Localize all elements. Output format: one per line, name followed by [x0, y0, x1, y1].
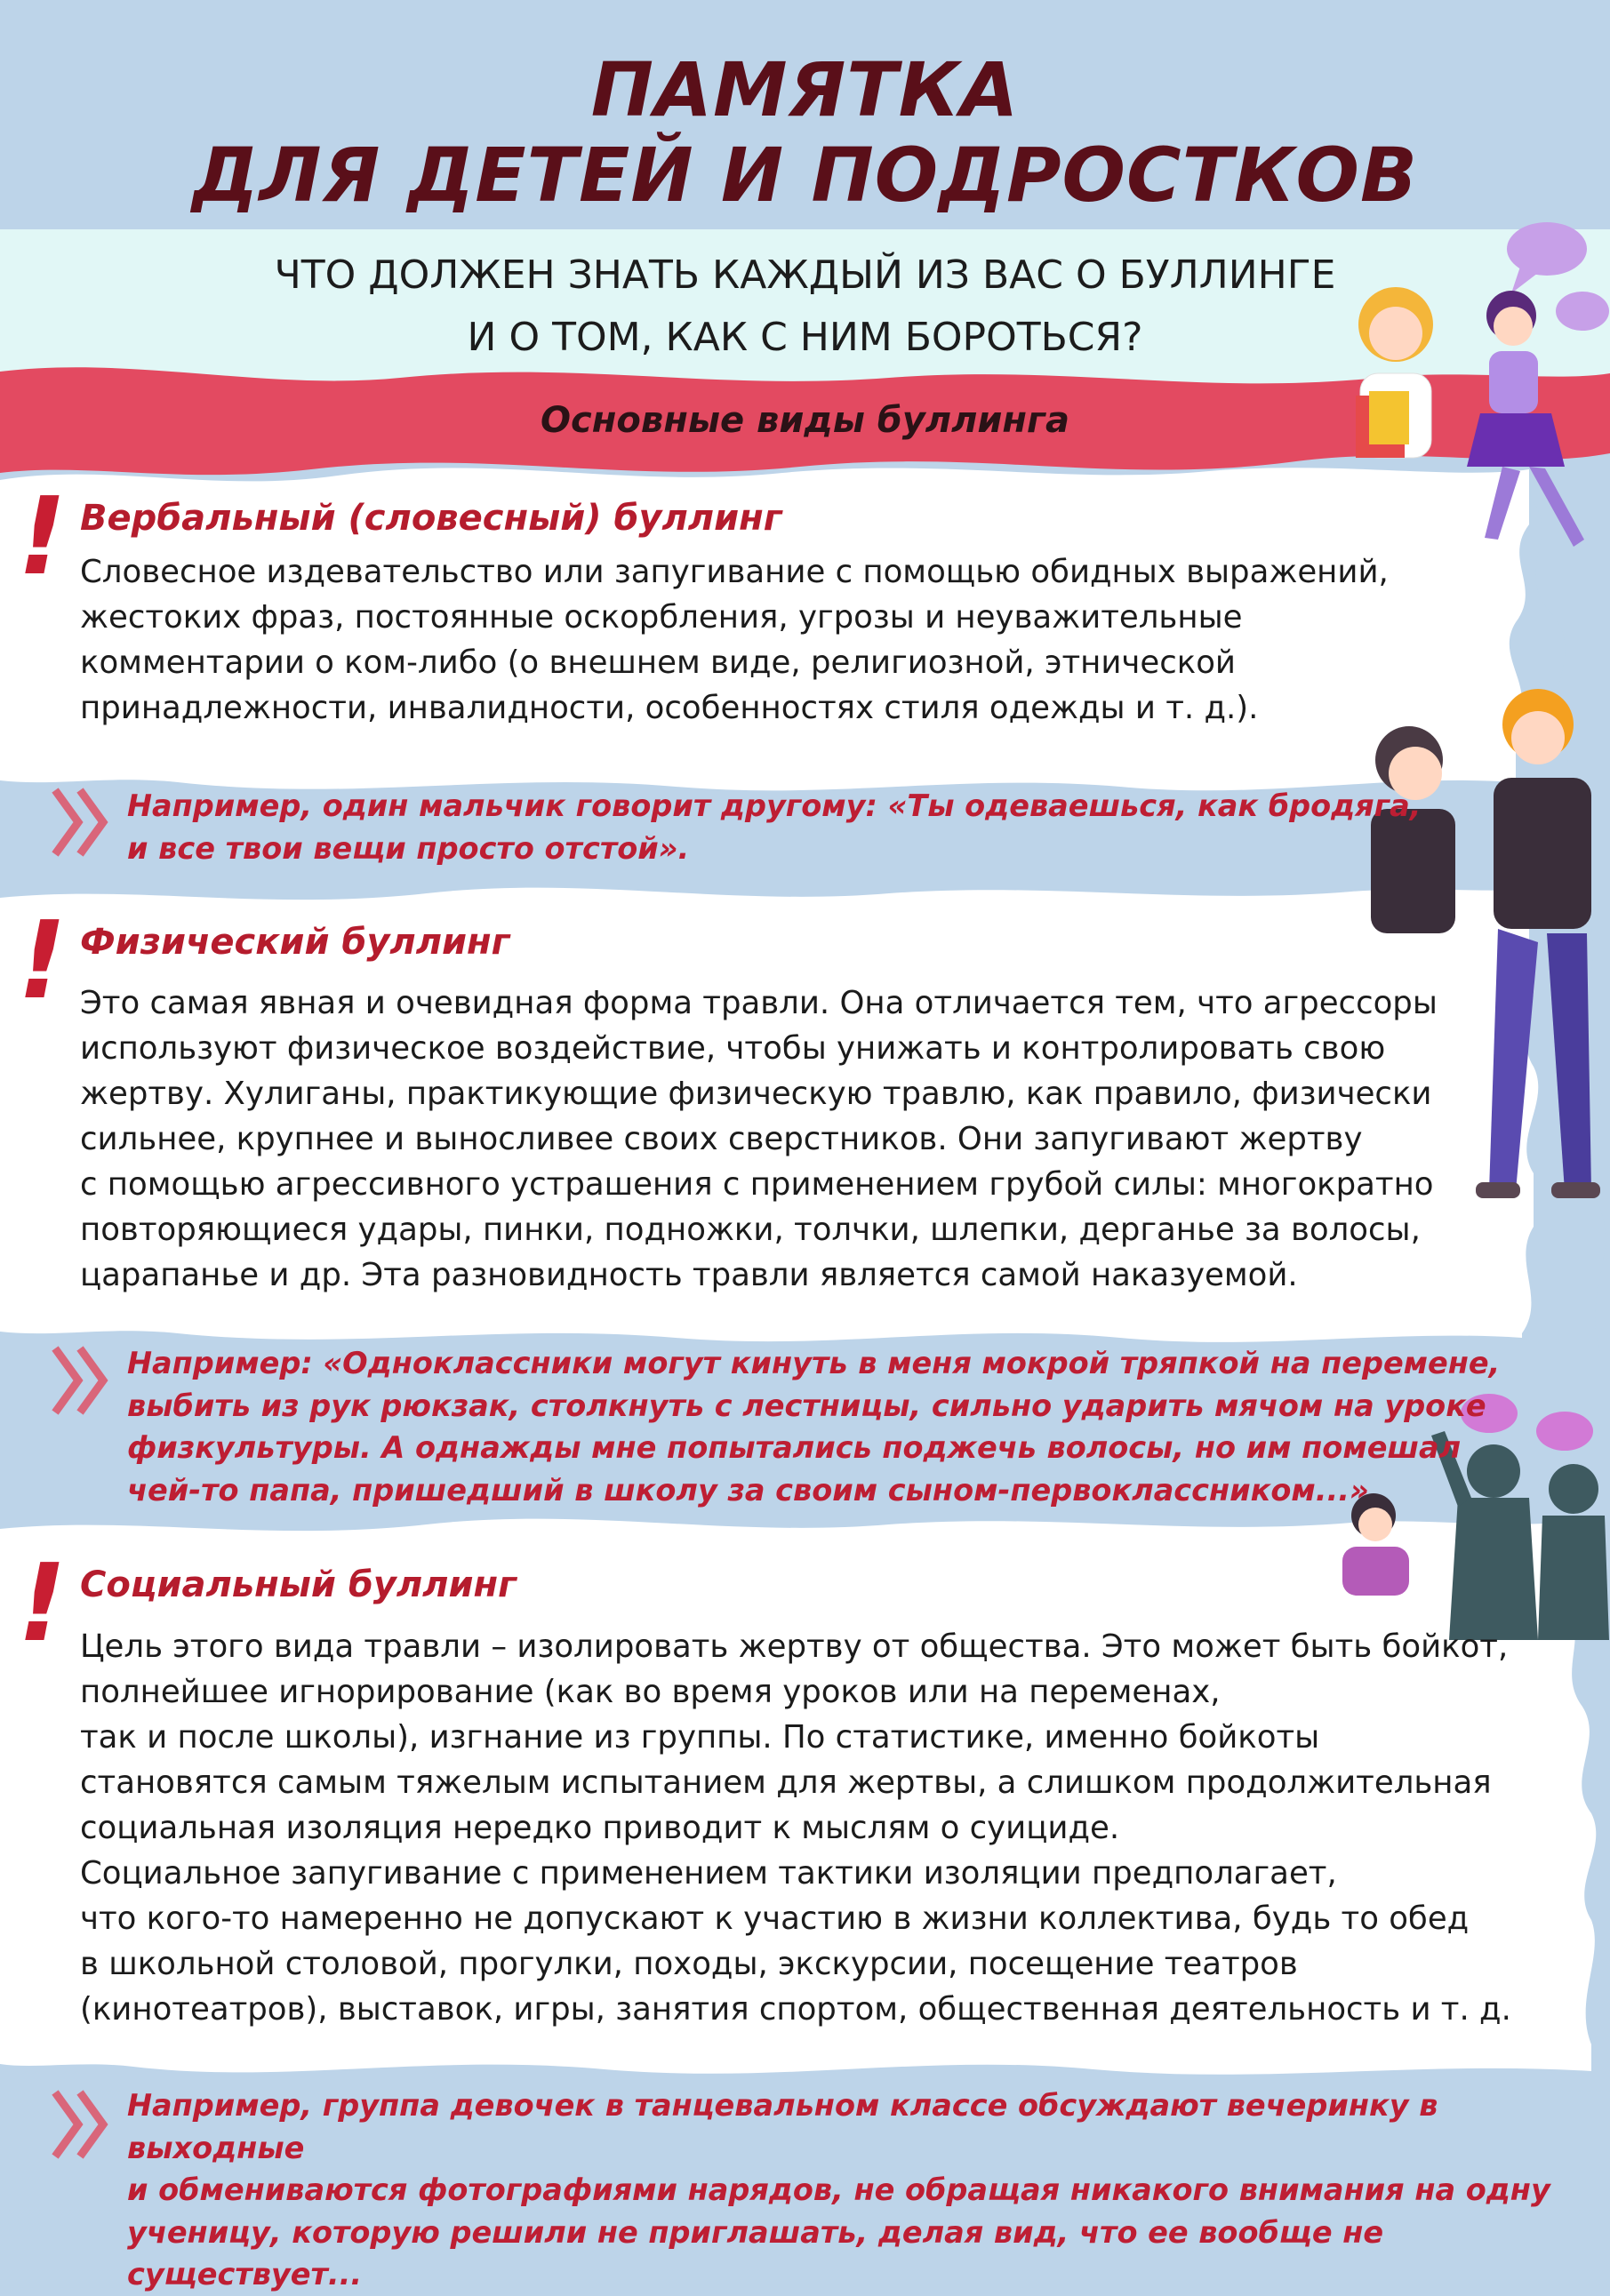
section-body-physical: Это самая явная и очевидная форма травли. Она отличается тем, что агрессоры используют физическое воздействие, чтобы унижать и контролировать свою жертву. Хулиганы, практикующие физическую травлю, как правило, физически сильнее, крупнее и выносливее своих сверстников. Они запугивают жертву с помощью агрессивного устрашения с применением грубой силы: многократно повторяющиеся удары, пинки, подножки, толчки, шлепки, дерганье за волосы, царапанье и др. Эта разновидность травли является самой наказуемой. — [80, 985, 1438, 1293]
double-chevron-icon — [52, 787, 116, 858]
girls-illustration — [1307, 209, 1609, 582]
section-heading-social: Социальный буллинг — [80, 1564, 517, 1605]
subtitle-line2: И О ТОМ, КАК С НИМ БОРОТЬСЯ? — [467, 315, 1143, 360]
page-title-line1: ПАМЯТКА — [590, 46, 1020, 133]
section-body-social: Цель этого вида травли – изолировать жертву от общества. Это может быть бойкот, полнейшее игнорирование (как во время уроков или на переменах, так и после школы), изгнание из группы. По статистике, именно бойкоты становятся самым тяжелым испытанием для жертвы, а слишком продолжительная социальная изоляция нередко приводит к мыслям о суициде. Социальное запугивание с применением тактики изоляции предполагает, что кого-то намеренно не допускают к участию в жизни коллектива, будь то обед в школьной столовой, прогулки, походы, экскурсии, посещение театров (кинотеатров), выставок, игры, занятия спортом, общественная деятельность и т. д. — [80, 1628, 1511, 2028]
double-chevron-icon — [52, 1345, 116, 1416]
subtitle-line1: ЧТО ДОЛЖЕН ЗНАТЬ КАЖДЫЙ ИЗ ВАС О БУЛЛИНГЕ — [274, 252, 1336, 298]
page-title-line2: ДЛЯ ДЕТЕЙ И ПОДРОСТКОВ — [191, 132, 1418, 219]
section-heading-physical: Физический буллинг — [80, 922, 510, 963]
section-body-verbal: Словесное издевательство или запугивание с помощью обидных выражений, жестоких фраз, постоянные оскорбления, угрозы и неуважительные комментарии о ком-либо (о внешнем виде, религиозной, этнической принадлежности, инвалидности, особенностях стиля одежды и т. д.). — [80, 554, 1389, 726]
example-verbal: Например, один мальчик говорит другому: «Ты одеваешься, как бродяга, и все твои вещи просто отстой». — [127, 788, 1422, 866]
section-heading-verbal: Вербальный (словесный) буллинг — [80, 498, 782, 539]
exclamation-icon: ! — [18, 1542, 67, 1666]
double-chevron-icon — [52, 2089, 116, 2160]
band-title: Основные виды буллинга — [541, 400, 1069, 441]
exclamation-icon: ! — [18, 476, 67, 599]
example-social: Например, группа девочек в танцевальном классе обсуждают вечеринку в выходные и обмениваются фотографиями нарядов, не обращая никакого внимания на одну ученицу, которую решили не приглашать, делая вид, что ее вообще не существует... — [127, 2088, 1550, 2292]
exclamation-icon: ! — [18, 900, 67, 1023]
example-physical: Например: «Одноклассники могут кинуть в меня мокрой тряпкой на перемене, выбить из рук рюкзак, столкнуть с лестницы, сильно ударить мячом на уроке физкультуры. А однажды мне попытались поджечь волосы, но им помешал чей-то папа, пришедший в школу за своим сыном-первоклассником...» — [127, 1346, 1501, 1508]
